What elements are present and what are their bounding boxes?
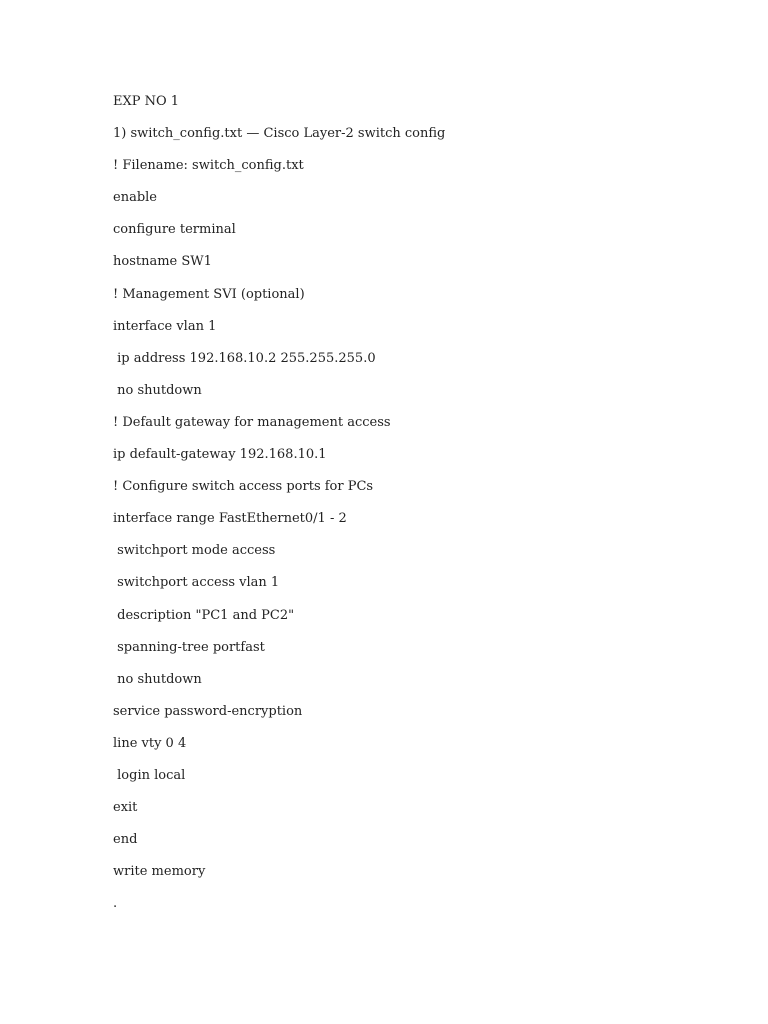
- config-line: interface range FastEthernet0/1 - 2: [113, 511, 347, 527]
- document-subheading: 1) switch_config.txt — Cisco Layer-2 switch config: [113, 126, 446, 142]
- document-body: [113, 93, 713, 927]
- config-line: switchport access vlan 1: [113, 575, 280, 591]
- config-line: line vty 0 4: [113, 735, 187, 751]
- trailing-period: .: [113, 896, 118, 912]
- config-line: ! Filename: switch_config.txt: [113, 158, 304, 174]
- config-line: login local: [113, 767, 186, 783]
- config-line: ip default-gateway 192.168.10.1: [113, 447, 327, 463]
- config-line: description "PC1 and PC2": [113, 607, 295, 623]
- config-line: ! Management SVI (optional): [113, 286, 305, 302]
- config-line: write memory: [113, 864, 206, 880]
- config-line: no shutdown: [113, 671, 202, 687]
- config-line: enable: [113, 190, 157, 206]
- config-line: spanning-tree portfast: [113, 639, 265, 655]
- config-line: ! Default gateway for management access: [113, 414, 391, 430]
- config-line: hostname SW1: [113, 254, 212, 270]
- config-line: switchport mode access: [113, 543, 276, 559]
- config-line: end: [113, 832, 138, 848]
- config-line: service password-encryption: [113, 703, 303, 719]
- config-line: no shutdown: [113, 382, 202, 398]
- config-line: ip address 192.168.10.2 255.255.255.0: [113, 350, 376, 366]
- config-line: exit: [113, 800, 138, 816]
- document-heading: EXP NO 1: [113, 94, 180, 109]
- config-line: ! Configure switch access ports for PCs: [113, 479, 374, 495]
- config-line: interface vlan 1: [113, 318, 217, 334]
- config-line: configure terminal: [113, 222, 236, 238]
